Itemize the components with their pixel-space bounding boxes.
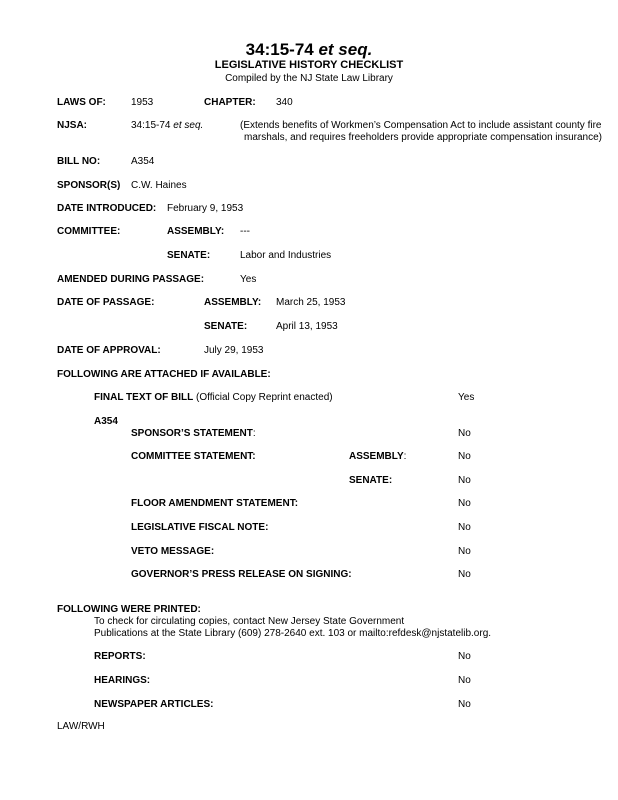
committee-label: COMMITTEE: [57, 226, 121, 237]
sponsor-statement-row [131, 428, 256, 440]
amended-value: Yes [240, 274, 257, 285]
press-release-value: No [458, 569, 471, 580]
fiscal-note-label: LEGISLATIVE FISCAL NOTE: [131, 522, 269, 533]
njsa-value [131, 120, 203, 132]
passage-assembly-label: ASSEMBLY: [204, 297, 262, 308]
passage-senate-value: April 13, 1953 [276, 321, 338, 332]
date-introduced-value: February 9, 1953 [167, 203, 244, 214]
chapter-label: CHAPTER: [204, 97, 256, 108]
floor-amendment-label: FLOOR AMENDMENT STATEMENT: [131, 498, 299, 509]
title-number: 34:15-74 [245, 40, 314, 59]
cs-assembly-colon: : [403, 451, 407, 462]
sponsor-value: C.W. Haines [131, 180, 187, 191]
committee-assembly-value: --- [240, 226, 250, 237]
chapter-value: 340 [276, 97, 293, 108]
newspaper-articles-value: No [458, 699, 471, 710]
njsa-suffix: et seq. [173, 120, 204, 131]
njsa-description [240, 120, 602, 144]
page-title [0, 40, 618, 60]
printed-heading: FOLLOWING WERE PRINTED: [57, 604, 201, 615]
committee-senate-value: Labor and Industries [240, 250, 332, 261]
bill-no-label: BILL NO: [57, 156, 101, 167]
footer-initials: LAW/RWH [57, 721, 105, 732]
printed-note [94, 616, 491, 640]
final-text-row [94, 392, 333, 404]
reports-value: No [458, 651, 471, 662]
hearings-value: No [458, 675, 471, 686]
date-passage-label: DATE OF PASSAGE: [57, 297, 155, 308]
page-subtitle: LEGISLATIVE HISTORY CHECKLIST [214, 59, 404, 71]
sponsor-statement-colon: : [252, 428, 256, 439]
cs-senate-label: SENATE: [349, 475, 393, 486]
printed-note-line-2: Publications at the State Library (609) 278-2640 ext. 103 or mailto:refdesk@njstatelib.org. [94, 628, 492, 639]
floor-amendment-value: No [458, 498, 471, 509]
reports-label: REPORTS: [94, 651, 146, 662]
passage-assembly-value: March 25, 1953 [276, 297, 346, 308]
attached-heading: FOLLOWING ARE ATTACHED IF AVAILABLE: [57, 369, 271, 380]
newspaper-articles-label: NEWSPAPER ARTICLES: [94, 699, 214, 710]
njsa-label: NJSA: [57, 120, 88, 131]
bill-ref: A354 [94, 416, 118, 427]
compiled-by: Compiled by the NJ State Law Library [225, 73, 393, 84]
committee-statement-label: COMMITTEE STATEMENT: [131, 451, 256, 462]
date-approval-label: DATE OF APPROVAL: [57, 345, 161, 356]
committee-assembly-label: ASSEMBLY: [167, 226, 225, 237]
veto-message-label: VETO MESSAGE: [131, 546, 215, 557]
date-approval-value: July 29, 1953 [204, 345, 264, 356]
press-release-label: GOVERNOR’S PRESS RELEASE ON SIGNING: [131, 569, 352, 580]
final-text-label: FINAL TEXT OF BILL [94, 392, 194, 403]
cs-senate-value: No [458, 475, 471, 486]
laws-of-label: LAWS OF: [57, 97, 106, 108]
veto-message-value: No [458, 546, 471, 557]
cs-assembly-value: No [458, 451, 471, 462]
amended-label: AMENDED DURING PASSAGE: [57, 274, 205, 285]
hearings-label: HEARINGS: [94, 675, 151, 686]
sponsor-statement-value: No [458, 428, 471, 439]
date-introduced-label: DATE INTRODUCED: [57, 203, 157, 214]
njsa-number: 34:15-74 [131, 120, 171, 131]
cs-assembly-row [349, 451, 406, 463]
passage-senate-label: SENATE: [204, 321, 248, 332]
description-line-2: marshals, and requires freeholders provide appropriate compensation insurance) [244, 132, 602, 143]
sponsor-statement-label: SPONSOR’S STATEMENT [131, 428, 253, 439]
laws-of-value: 1953 [131, 97, 154, 108]
final-text-value: Yes [458, 392, 475, 403]
bill-no-value: A354 [131, 156, 155, 167]
title-suffix: et seq. [318, 40, 373, 59]
final-text-note: (Official Copy Reprint enacted) [196, 392, 333, 403]
cs-assembly-label: ASSEMBLY [349, 451, 404, 462]
sponsor-label: SPONSOR(S) [57, 180, 121, 191]
fiscal-note-value: No [458, 522, 471, 533]
printed-note-line-1: To check for circulating copies, contact New Jersey State Government [94, 616, 405, 627]
committee-senate-label: SENATE: [167, 250, 211, 261]
description-line-1: (Extends benefits of Workmen’s Compensation Act to include assistant county fire [240, 120, 602, 131]
